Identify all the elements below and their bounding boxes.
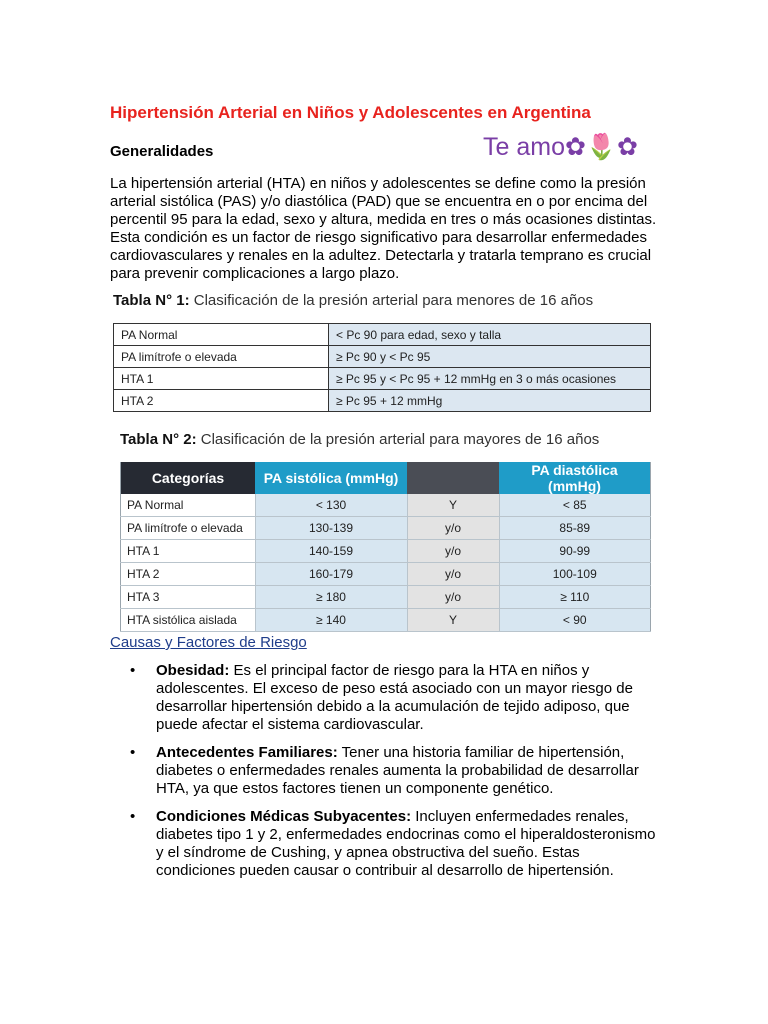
table2-cell: < 85 xyxy=(499,494,651,517)
table2-header: PA sistólica (mmHg) xyxy=(255,462,407,494)
table-row xyxy=(121,517,651,540)
table-row xyxy=(114,346,651,368)
table2-cell: 85-89 xyxy=(499,517,651,540)
table2-header: Categorías xyxy=(121,462,256,494)
cause-text: Es el principal factor de riesgo para la HTA en niños y adolescentes. El exceso de peso está asociado con un mayor riesgo de desarrollar hipertensión debido a la acumulación de tejido adiposo, que puede afectar el sistema cardiovascular. xyxy=(156,662,633,733)
cause-term: Condiciones Médicas Subyacentes: xyxy=(156,808,412,825)
table1-cell: < Pc 90 para edad, sexo y talla xyxy=(329,324,651,346)
table2-cell: 100-109 xyxy=(499,563,651,586)
causes-heading: Causas y Factores de Riesgo xyxy=(110,634,307,651)
table2-cell: y/o xyxy=(407,540,499,563)
table1-cell: PA Normal xyxy=(114,324,329,346)
table2 xyxy=(120,462,651,632)
table2-cell: PA Normal xyxy=(121,494,256,517)
table2-cell: < 130 xyxy=(255,494,407,517)
table2-cell: Y xyxy=(407,494,499,517)
table2-cell: HTA 3 xyxy=(121,586,256,609)
table2-cell: ≥ 180 xyxy=(255,586,407,609)
table1-caption xyxy=(113,292,593,309)
causes-list xyxy=(130,662,660,890)
cause-text: Incluyen enfermedades renales, diabetes tipo 1 y 2, enfermedades endocrinas como el hiperaldosteronismo y el síndrome de Cushing, y apnea obstructiva del sueño. Estas condiciones pueden causar o contribuir al desarrollo de hipertensión. xyxy=(156,808,656,879)
bullet-icon: • xyxy=(130,808,136,825)
table2-cell: ≥ 140 xyxy=(255,609,407,632)
page-title: Hipertensión Arterial en Niños y Adolescentes en Argentina xyxy=(110,103,591,122)
table2-cell: Y xyxy=(407,609,499,632)
table-row xyxy=(114,390,651,412)
table2-cell: y/o xyxy=(407,586,499,609)
table-row xyxy=(114,324,651,346)
table1-cell: ≥ Pc 95 + 12 mmHg xyxy=(329,390,651,412)
list-item xyxy=(130,744,660,798)
table-row xyxy=(121,563,651,586)
table1-cell: ≥ Pc 95 y < Pc 95 + 12 mmHg en 3 o más ocasiones xyxy=(329,368,651,390)
section-heading-generalidades: Generalidades xyxy=(110,143,214,160)
table-row xyxy=(121,540,651,563)
list-item xyxy=(130,808,660,880)
bullet-icon: • xyxy=(130,744,136,761)
cause-text: Tener una historia familiar de hipertensión, diabetes o enfermedades renales aumenta la probabilidad de desarrollar HTA, ya que estos factores tienen un componente genético. xyxy=(156,744,639,797)
table2-cell: 140-159 xyxy=(255,540,407,563)
table2-cell: 160-179 xyxy=(255,563,407,586)
intro-paragraph: La hipertensión arterial (HTA) en niños y adolescentes se define como la presión arterial sistólica (PAS) y/o diastólica (PAD) que se encuentra en o por encima del percentil 95 para la edad, sexo y altura, medida en tres o más ocasiones distintas. Esta condición es un factor de riesgo significativo para desarrollar enfermedades cardiovasculares y renales en la adultez. Detectarla y tratarla temprano es crucial para prevenir complicaciones a largo plazo. xyxy=(110,175,657,282)
list-item xyxy=(130,662,660,734)
table-row xyxy=(121,586,651,609)
table2-cell: HTA 1 xyxy=(121,540,256,563)
table-row xyxy=(114,368,651,390)
cause-term: Antecedentes Familiares: xyxy=(156,744,338,761)
table2-header: PA diastólica (mmHg) xyxy=(499,462,651,494)
table-row xyxy=(121,494,651,517)
table2-cell: y/o xyxy=(407,517,499,540)
table2-caption-label: Tabla N° 2: xyxy=(120,431,197,448)
cause-term: Obesidad: xyxy=(156,662,230,679)
bullet-icon: • xyxy=(130,662,136,679)
table2-cell: ≥ 110 xyxy=(499,586,651,609)
table2-cell: y/o xyxy=(407,563,499,586)
table1 xyxy=(113,323,651,412)
table1-caption-label: Tabla N° 1: xyxy=(113,292,190,309)
table-row xyxy=(121,609,651,632)
table2-caption xyxy=(120,431,599,448)
table2-cell: 130-139 xyxy=(255,517,407,540)
table2-cell: HTA 2 xyxy=(121,563,256,586)
table1-caption-text: Clasificación de la presión arterial para menores de 16 años xyxy=(189,292,594,309)
table1-cell: HTA 2 xyxy=(114,390,329,412)
table2-header xyxy=(407,462,499,494)
table2-caption-text: Clasificación de la presión arterial para mayores de 16 años xyxy=(196,431,600,448)
table1-cell: HTA 1 xyxy=(114,368,329,390)
table1-cell: PA limítrofe o elevada xyxy=(114,346,329,368)
table2-cell: PA limítrofe o elevada xyxy=(121,517,256,540)
table-header-row xyxy=(121,462,651,494)
table2-cell: 90-99 xyxy=(499,540,651,563)
table2-cell: < 90 xyxy=(499,609,651,632)
table2-cell: HTA sistólica aislada xyxy=(121,609,256,632)
table1-cell: ≥ Pc 90 y < Pc 95 xyxy=(329,346,651,368)
te-amo-stamp: Te amo✿🌷✿ xyxy=(483,133,639,161)
